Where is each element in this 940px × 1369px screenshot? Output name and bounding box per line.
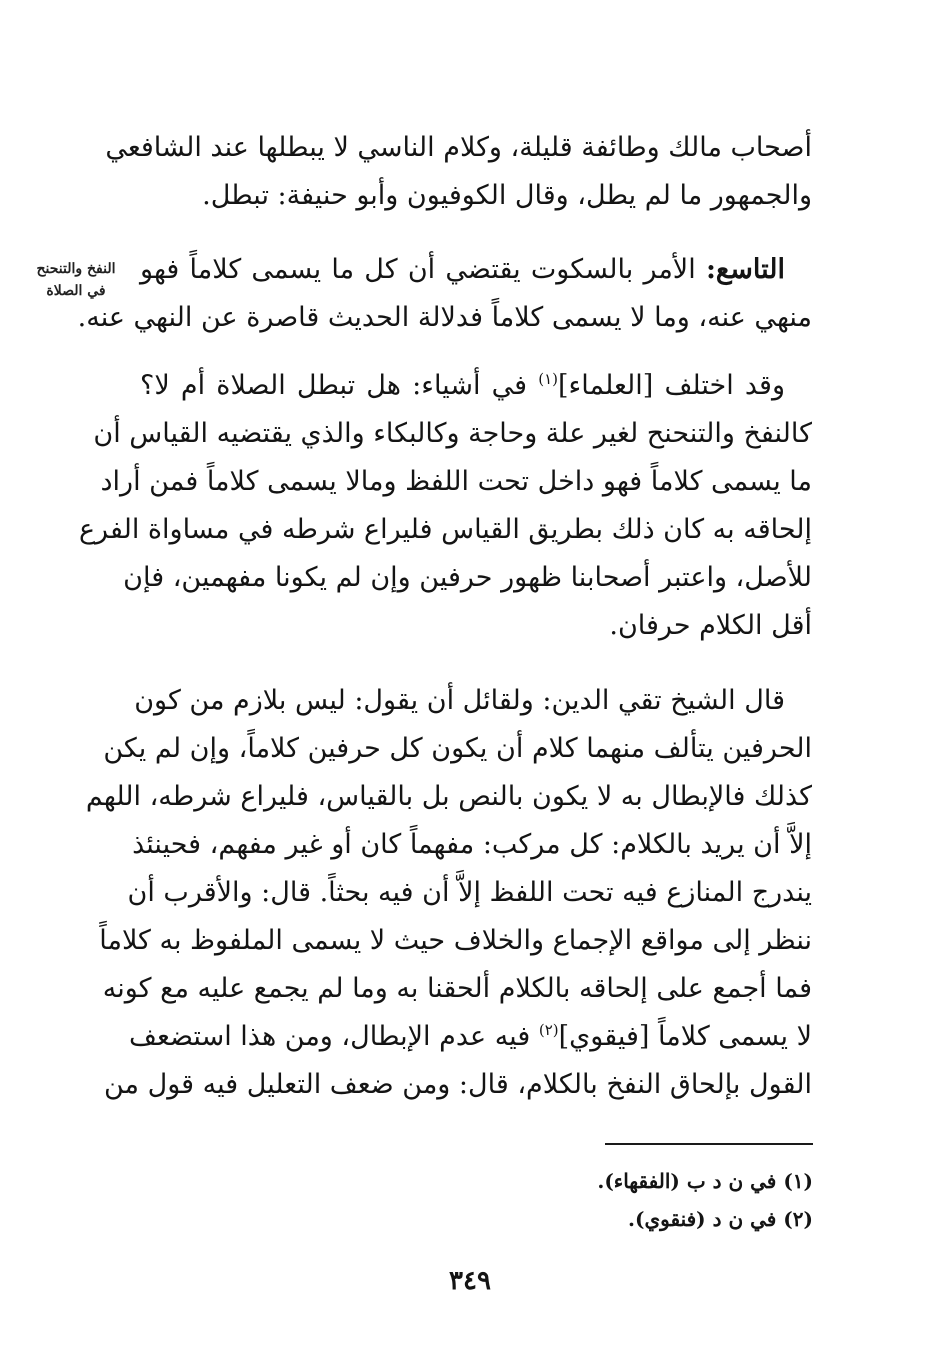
paragraph-3 xyxy=(78,362,812,650)
text-span: لا يسمى كلاماً [فيقوي] xyxy=(558,1021,812,1052)
text-span: في أشياء: هل تبطل الصلاة أم لا؟ xyxy=(140,370,539,401)
paragraph-1 xyxy=(105,124,812,220)
page-number: ٣٤٩ xyxy=(449,1266,491,1296)
text-line: القول بإلحاق النفخ بالكلام، قال: ومن ضعف التعليل فيه قول من xyxy=(104,1069,812,1100)
text-line: والجمهور ما لم يطل، وقال الكوفيون وأبو حنيفة: تبطل. xyxy=(202,180,812,211)
text-line xyxy=(140,362,812,410)
footnotes xyxy=(597,1162,813,1238)
text-line: للأصل، واعتبر أصحابنا ظهور حرفين وإن لم يكونا مفهمين، فإن xyxy=(123,562,812,593)
text-line: كذلك فالإبطال به لا يكون بالنص بل بالقياس، فليراع شرطه، اللهم xyxy=(85,781,812,812)
text-line xyxy=(134,677,812,725)
footnote: (١) في ن د ب (الفقهاء). xyxy=(597,1169,813,1193)
text-span: قال الشيخ تقي الدين: ولقائل أن يقول: ليس بلازم من كون xyxy=(134,685,785,716)
text-line xyxy=(140,246,812,294)
paragraph-2 xyxy=(77,246,812,342)
margin-note-line: النفخ والتنحنح xyxy=(36,261,116,277)
footnote-marker: (١) xyxy=(538,370,558,388)
text-line: الحرفين يتألف منهما كلام أن يكون كل حرفين كلاماً، وإن لم يكن xyxy=(103,733,812,764)
text-line: أصحاب مالك وطائفة قليلة، وكلام الناسي لا يبطلها عند الشافعي xyxy=(105,132,812,163)
text-span: وقد اختلف [العلماء] xyxy=(558,370,785,401)
text-line: فما أجمع على إلحاقه بالكلام ألحقنا به وما لم يجمع عليه مع كونه xyxy=(102,973,812,1004)
margin-note-line: في الصلاة xyxy=(46,283,106,299)
footnote: (٢) في ن د (فنقوي). xyxy=(628,1207,813,1231)
section-lead: التاسع: xyxy=(705,254,785,285)
text-line: كالنفخ والتنحنح لغير علة وحاجة وكالبكاء والذي يقتضيه القياس أن xyxy=(93,418,812,449)
text-line xyxy=(129,1013,812,1061)
paragraph-4 xyxy=(85,677,812,1109)
text-line: ننظر إلى مواقع الإجماع والخلاف حيث لا يسمى الملفوظ به كلاماً xyxy=(99,925,812,956)
text-line: منهي عنه، وما لا يسمى كلاماً فدلالة الحديث قاصرة عن النهي عنه. xyxy=(77,302,812,333)
text-line: ما يسمى كلاماً فهو داخل تحت اللفظ ومالا يسمى كلاماً فمن أراد xyxy=(100,466,812,497)
text-line: أقل الكلام حرفان. xyxy=(609,610,812,641)
text-line: إلاَّ أن يريد بالكلام: كل مركب: مفهماً كان أو غير مفهم، فحينئذ xyxy=(132,829,812,860)
text-span: فيه عدم الإبطال، ومن هذا استضعف xyxy=(129,1021,539,1052)
footnote-separator xyxy=(605,1143,813,1145)
footnote-marker: (٢) xyxy=(538,1021,559,1039)
text-line: يندرج المنازع فيه تحت اللفظ إلاَّ أن فيه بحثاً. قال: والأقرب أن xyxy=(127,877,812,908)
text-span: الأمر بالسكوت يقتضي أن كل ما يسمى كلاماً فهو xyxy=(140,254,706,285)
text-line: إلحاقه به كان ذلك بطريق القياس فليراع شرطه في مساواة الفرع xyxy=(78,514,812,545)
